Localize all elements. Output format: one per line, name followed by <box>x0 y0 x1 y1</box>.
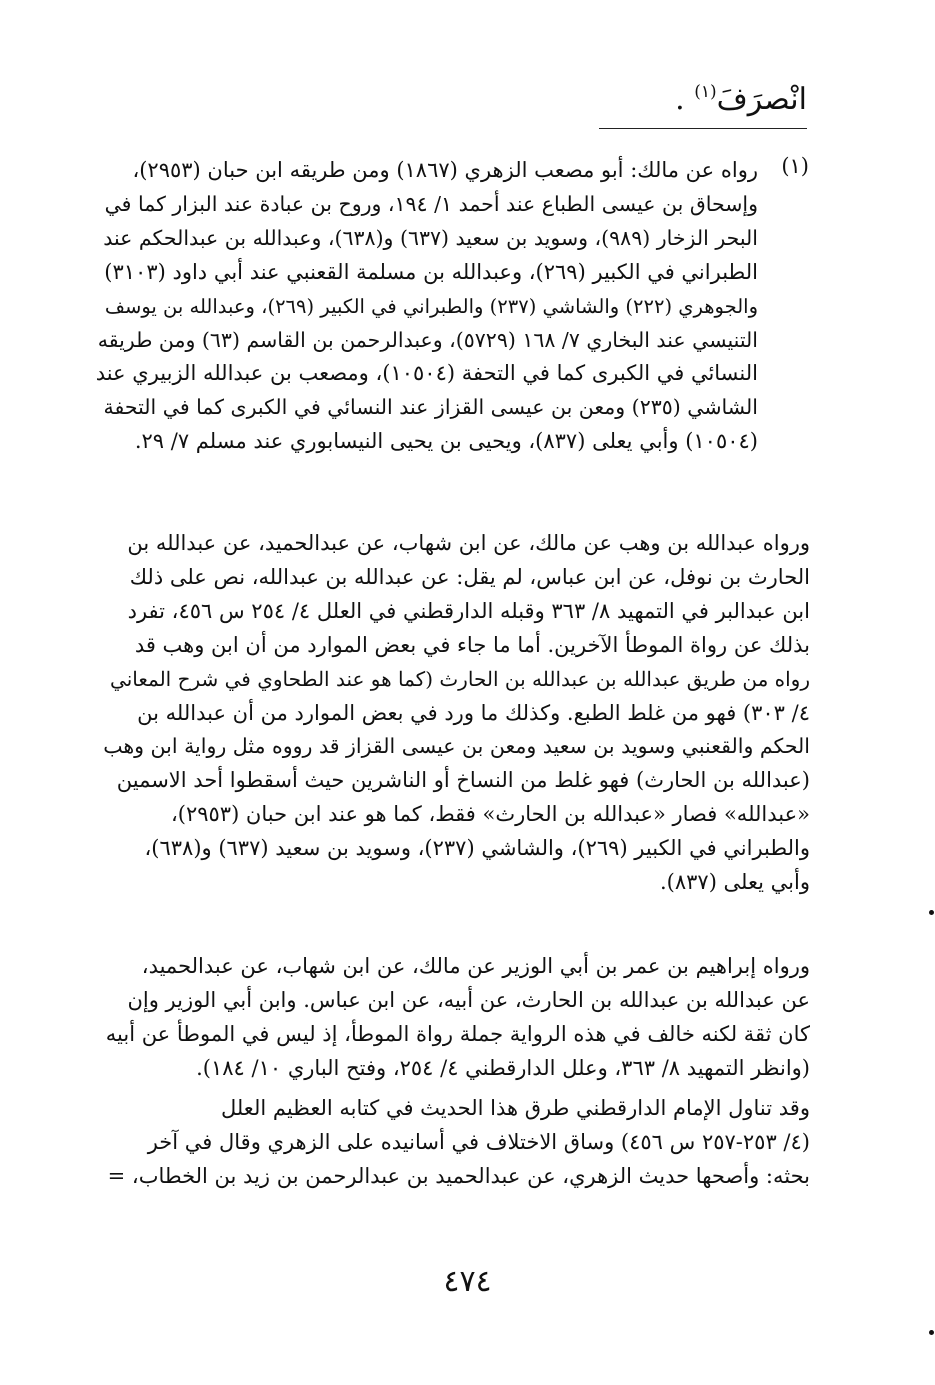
text-line: عن عبدالله بن عبدالله بن الحارث، عن أبيه، عن ابن عباس. وابن أبي الوزير وإن <box>127 987 810 1012</box>
scan-speck <box>929 910 934 915</box>
footnote-paragraph-1 <box>93 154 758 459</box>
text-line: الطبراني في الكبير (٢٦٩)، وعبدالله بن مسلمة القعنبي عند أبي داود (٣١٠٣) <box>104 259 758 284</box>
text-line: رواه عن مالك: أبو مصعب الزهري (١٨٦٧) ومن طريقه ابن حبان (٢٩٥٣)، <box>132 158 758 182</box>
main-text-end: . <box>675 82 695 117</box>
text-line: بذلك عن رواة الموطأ الآخرين. أما ما جاء في بعض الموارد من أن ابن وهب قد <box>134 632 810 657</box>
text-line: وأبي يعلى (٨٣٧). <box>659 870 810 895</box>
text-line: (٤/ ٢٥٣-٢٥٧ س ٤٥٦) وساق الاختلاف في أسانيده على الزهري وقال في آخر <box>147 1129 810 1154</box>
page-number: ٤٧٤ <box>443 1264 492 1299</box>
text-line: ابن عبدالبر في التمهيد ٨/ ٣٦٣ وقبله الدارقطني في العلل ٤/ ٢٥٤ س ٤٥٦، تفرد <box>127 598 810 623</box>
footnote-marker: (١) <box>781 154 809 178</box>
text-line: التنيسي عند البخاري ٧/ ١٦٨ (٥٧٢٩)، وعبدالرحمن بن القاسم (٦٣) ومن طريقه <box>97 327 758 352</box>
text-line: والجوهري (٢٢٢) والشاشي (٢٣٧) والطبراني في الكبير (٢٦٩)، وعبدالله بن يوسف <box>104 294 758 318</box>
text-line: الحكم والقعنبي وسويد بن سعيد ومعن بن عيسى القزاز قد رووه مثل رواية ابن وهب <box>103 734 810 759</box>
main-text-line <box>675 72 807 120</box>
text-line: ٤/ ٣٠٣) فهو من غلط الطبع. وكذلك ما ورد في بعض الموارد من أن عبدالله بن <box>137 700 810 725</box>
text-line: ورواه إبراهيم بن عمر بن أبي الوزير عن مالك، عن ابن شهاب، عن عبدالحميد، <box>141 954 810 978</box>
footnote-separator-rule <box>599 128 807 129</box>
text-line: والطبراني في الكبير (٢٦٩)، والشاشي (٢٣٧)، وسويد بن سعيد (٦٣٧) و(٦٣٨)، <box>144 836 810 861</box>
footnote-paragraph-2 <box>95 527 810 900</box>
text-line: النسائي في الكبرى كما في التحفة (١٠٥٠٤)، ومصعب بن عبدالله الزبيري عند <box>95 361 758 386</box>
text-line: ورواه عبدالله بن وهب عن مالك، عن ابن شهاب، عن عبدالحميد، عن عبدالله بن <box>127 531 810 555</box>
footnote-reference: (١) <box>694 82 717 102</box>
text-line: وقد تناول الإمام الدارقطني طرق هذا الحديث في كتابه العظيم العلل <box>220 1096 810 1120</box>
text-line: الشاشي (٢٣٥) ومعن بن عيسى القزاز عند النسائي في الكبرى كما في التحفة <box>103 395 758 420</box>
text-line: «عبدالله» فصار «عبدالله بن الحارث» فقط، كما هو عند ابن حبان (٢٩٥٣)، <box>170 802 810 827</box>
text-line: الحارث بن نوفل، عن ابن عباس، لم يقل: عن عبدالله بن عبدالله، نص على ذلك <box>129 564 810 589</box>
text-line: رواه من طريق عبدالله بن عبدالله بن الحارث (كما هو عند الطحاوي في شرح المعاني <box>110 666 810 691</box>
text-line: (١٠٥٠٤) وأبي يعلى (٨٣٧)، ويحيى بن يحيى النيسابوري عند مسلم ٧/ ٢٩. <box>134 429 758 454</box>
text-line: كان ثقة لكنه خالف في هذه الرواية جملة رواة الموطأ، إذ ليس في الموطأ عن أبيه <box>105 1021 810 1046</box>
footnote-paragraph-4 <box>95 1092 810 1194</box>
text-line: (وانظر التمهيد ٨/ ٣٦٣، وعلل الدارقطني ٤/ ٢٥٤، وفتح الباري ١٠/ ١٨٤). <box>196 1055 810 1080</box>
text-line: البحر الزخار (٩٨٩)، وسويد بن سعيد (٦٣٧) و(٦٣٨)، وعبدالله بن عبدالحكم عند <box>103 225 758 250</box>
scan-speck <box>929 1330 934 1335</box>
text-line: وإسحاق بن عيسى الطباع عند أحمد ١/ ١٩٤، وروح بن عبادة عند البزار كما في <box>104 191 758 216</box>
text-line: بحثه: وأصحها حديث الزهري، عن عبدالحميد بن عبدالرحمن بن زيد بن الخطاب، = <box>107 1163 810 1188</box>
text-line: (عبدالله بن الحارث) فهو غلط من النساخ أو الناشرين حيث أسقطوا أحد الاسمين <box>116 768 810 793</box>
footnote-paragraph-3 <box>95 950 810 1086</box>
main-text-word: انْصرَفَ <box>716 82 807 117</box>
